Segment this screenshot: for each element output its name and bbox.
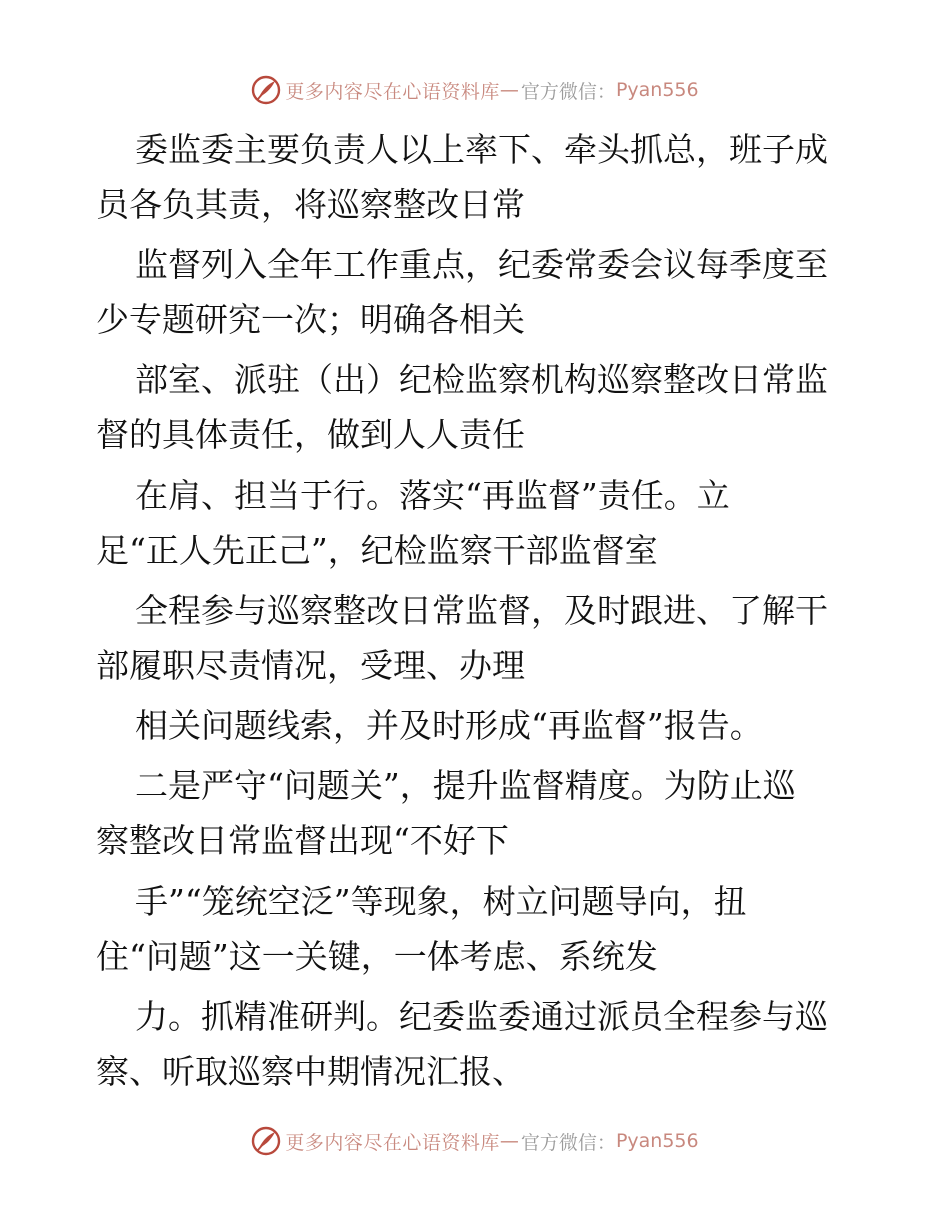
body-line: 察、听取巡察中期情况汇报、 — [96, 1052, 525, 1091]
body-line: 住“问题”这一关键，一体考虑、系统发 — [96, 937, 658, 976]
watermark-text: 更多内容尽在心语资料库 — [285, 1131, 500, 1154]
body-line: 二是严守“问题关”，提升监督精度。为防止巡 — [135, 766, 796, 805]
body-line: 部室、派驻（出）纪检监察机构巡察整改日常监 — [135, 360, 828, 399]
feather-pen-logo-icon — [251, 1126, 281, 1156]
watermark-separator: — — [499, 79, 519, 101]
watermark-wechat-id: Pyan556 — [615, 79, 699, 101]
body-line: 在肩、担当于行。落实“再监督”责任。立 — [135, 476, 730, 515]
body-line: 少专题研究一次；明确各相关 — [96, 300, 525, 339]
watermark-text: 更多内容尽在心语资料库 — [285, 80, 500, 103]
body-line: 监督列入全年工作重点，纪委常委会议每季度至 — [135, 245, 828, 284]
body-line: 督的具体责任，做到人人责任 — [96, 415, 525, 454]
watermark-separator: — — [499, 1130, 519, 1152]
watermark-official-label: 官方微信： — [520, 1131, 616, 1154]
body-line: 全程参与巡察整改日常监督，及时跟进、了解干 — [135, 591, 828, 630]
footer-watermark — [0, 1125, 950, 1157]
watermark-official-label: 官方微信： — [520, 80, 616, 103]
watermark-wechat-id: Pyan556 — [615, 1130, 699, 1152]
body-line: 察整改日常监督出现“不好下 — [96, 821, 509, 860]
body-line: 足“正人先正己”，纪检监察干部监督室 — [96, 531, 658, 570]
body-line: 相关问题线索，并及时形成“再监督”报告。 — [135, 706, 763, 745]
body-line: 部履职尽责情况，受理、办理 — [96, 646, 525, 685]
body-line: 手”“笼统空泛”等现象，树立问题导向，扭 — [135, 882, 747, 921]
body-line: 力。抓精准研判。纪委监委通过派员全程参与巡 — [135, 997, 828, 1036]
body-line: 员各负其责，将巡察整改日常 — [96, 185, 525, 224]
body-line: 委监委主要负责人以上率下、牵头抓总，班子成 — [135, 130, 828, 169]
